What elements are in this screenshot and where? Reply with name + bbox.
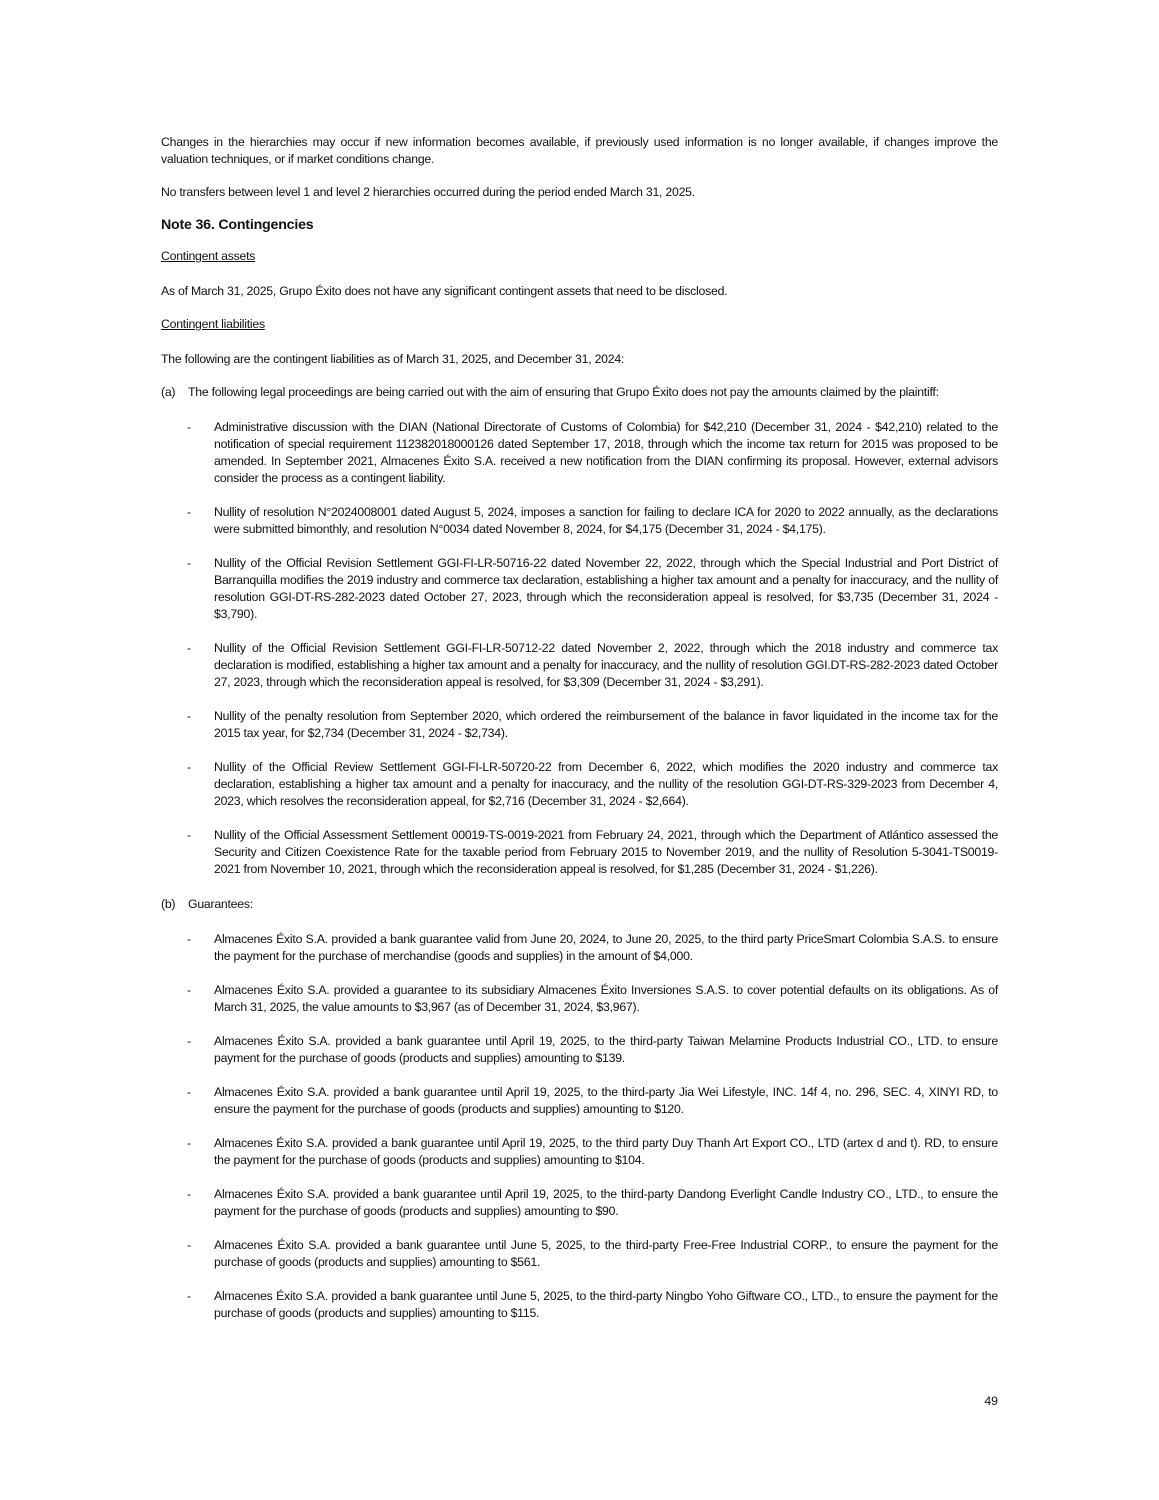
list-item-text: Almacenes Éxito S.A. provided a bank guarantee valid from June 20, 2024, to June 20, 2025, to the third party PriceSmart Colombia S.A.S. to ensure the payment for the purchase of merchandise (goods and supplies) in the amount of $4,000.: [214, 932, 998, 963]
bullet-dash: -: [187, 709, 192, 723]
bullet-dash: -: [187, 1136, 192, 1150]
list-item-text: Nullity of resolution N°2024008001 dated August 5, 2024, imposes a sanction for failing to declare ICA for 2020 to 2022 annually, as the declarations were submitted bimonthly, and resolution N°0034 dated November 8, 2024, for $4,175 (December 31, 2024 - $4,175).: [214, 505, 998, 536]
list-item-text: Almacenes Éxito S.A. provided a guarantee to its subsidiary Almacenes Éxito Inversiones S.A.S. to cover potential defaults on its obligations. As of March 31, 2025, the value amounts to $3,967 (as of December 31, 2024, $3,967).: [214, 983, 998, 1014]
list-item-text: Administrative discussion with the DIAN (National Directorate of Customs of Colombia) for $42,210 (December 31, 2024 - $42,210) related to the notification of special requirement 112382018000126 dated September 17, 2018, through which the income tax return for 2015 was proposed to be amended. In September 2021, Almacenes Éxito S.A. received a new notification from the DIAN confirming its proposal. However, external advisors consider the process as a contingent liability.: [214, 420, 998, 485]
bullet-dash: -: [187, 1187, 192, 1201]
list-item-text: Almacenes Éxito S.A. provided a bank guarantee until April 19, 2025, to the third party Duy Thanh Art Export CO., LTD (artex d and t). RD, to ensure the payment for the purchase of goods (products and supplies) amounting to $104.: [214, 1136, 998, 1167]
contingent-assets-heading: Contingent assets: [161, 249, 256, 263]
section-a-label: (a): [161, 385, 176, 399]
list-item-text: Almacenes Éxito S.A. provided a bank guarantee until June 5, 2025, to the third-party Ningbo Yoho Giftware CO., LTD., to ensure the payment for the purchase of goods (products and supplies) amounting to $115.: [214, 1289, 998, 1320]
section-b-text: Guarantees:: [188, 897, 253, 911]
list-item-text: Nullity of the Official Review Settlement GGI-FI-LR-50720-22 from December 6, 2022, which modifies the 2020 industry and commerce tax declaration, establishing a higher tax amount and a penalty for inaccuracy, and the nullity of the resolution GGI-DT-RS-329-2023 from December 4, 2023, which resolves the reconsideration appeal, for $2,716 (December 31, 2024 - $2,664).: [214, 760, 998, 808]
list-item: [161, 419, 998, 487]
intro-paragraph-2: No transfers between level 1 and level 2 hierarchies occurred during the period ended March 31, 2025.: [161, 185, 695, 199]
bullet-dash: -: [187, 641, 192, 655]
section-b-header: [161, 896, 998, 913]
page-number: 49: [984, 1394, 998, 1408]
list-item-text: Nullity of the penalty resolution from September 2020, which ordered the reimbursement of the balance in favor liquidated in the income tax for the 2015 tax year, for $2,734 (December 31, 2024 - $2,734).: [214, 709, 998, 740]
bullet-dash: -: [187, 1238, 192, 1252]
list-item: [161, 759, 998, 810]
note-title: Note 36. Contingencies: [161, 217, 314, 233]
list-item-text: Nullity of the Official Revision Settlement GGI-FI-LR-50712-22 dated November 2, 2022, through which the 2018 industry and commerce tax declaration is modified, establishing a higher tax amount and a penalty for inaccuracy, and the nullity of resolution GGI.DT-RS-282-2023 dated October 27, 2023, through which the reconsideration appeal is resolved, for $3,309 (December 31, 2024 - $3,291).: [214, 641, 998, 689]
list-item: [161, 708, 998, 742]
list-item: [161, 1186, 998, 1220]
list-item: [161, 555, 998, 623]
list-item-text: Nullity of the Official Assessment Settlement 00019-TS-0019-2021 from February 24, 2021, through which the Department of Atlántico assessed the Security and Citizen Coexistence Rate for the taxable period from February 2015 to November 2019, and the nullity of Resolution 5-3041-TS0019-2021 from November 10, 2021, through which the reconsideration appeal is resolved, for $1,285 (December 31, 2024 - $1,226).: [214, 828, 998, 876]
section-b-label: (b): [161, 897, 176, 911]
bullet-dash: -: [187, 1289, 192, 1303]
list-item: [161, 827, 998, 878]
contingent-liabilities-heading: Contingent liabilities: [161, 317, 265, 331]
list-item-text: Almacenes Éxito S.A. provided a bank guarantee until April 19, 2025, to the third-party Taiwan Melamine Products Industrial CO., LTD. to ensure payment for the purchase of goods (products and supplies) amounting to $139.: [214, 1034, 998, 1065]
list-item: [161, 640, 998, 691]
list-item: [161, 504, 998, 538]
list-item-text: Almacenes Éxito S.A. provided a bank guarantee until April 19, 2025, to the third-party Dandong Everlight Candle Industry CO., LTD., to ensure the payment for the purchase of goods (products and supplies) amounting to $90.: [214, 1187, 998, 1218]
list-item: [161, 1288, 998, 1322]
bullet-dash: -: [187, 1085, 192, 1099]
bullet-dash: -: [187, 828, 192, 842]
bullet-dash: -: [187, 505, 192, 519]
bullet-dash: -: [187, 1034, 192, 1048]
list-item: [161, 982, 998, 1016]
bullet-dash: -: [187, 760, 192, 774]
bullet-dash: -: [187, 932, 192, 946]
list-item: [161, 1084, 998, 1118]
list-item-text: Nullity of the Official Revision Settlement GGI-FI-LR-50716-22 dated November 22, 2022, through which the Special Industrial and Port District of Barranquilla modifies the 2019 industry and commerce tax declaration, establishing a higher tax amount and a penalty for inaccuracy, and the nullity of resolution GGI-DT-RS-282-2023 dated October 27, 2023, through which the reconsideration appeal is resolved, for $3,735 (December 31, 2024 - $3,790).: [214, 556, 998, 621]
section-a-header: [161, 384, 998, 401]
bullet-dash: -: [187, 420, 192, 434]
list-item: [161, 931, 998, 965]
bullet-dash: -: [187, 983, 192, 997]
list-item-text: Almacenes Éxito S.A. provided a bank guarantee until April 19, 2025, to the third-party Jia Wei Lifestyle, INC. 14f 4, no. 296, SEC. 4, XINYI RD, to ensure the payment for the purchase of goods (products and supplies) amounting to $120.: [214, 1085, 998, 1116]
list-item: [161, 1033, 998, 1067]
contingent-assets-text: As of March 31, 2025, Grupo Éxito does not have any significant contingent assets that need to be disclosed.: [161, 284, 728, 298]
legal-proceedings-list: [161, 419, 998, 878]
list-item: [161, 1135, 998, 1169]
list-item-text: Almacenes Éxito S.A. provided a bank guarantee until June 5, 2025, to the third-party Free-Free Industrial CORP., to ensure the payment for the purchase of goods (products and supplies) amounting to $561.: [214, 1238, 998, 1269]
section-a-text: The following legal proceedings are being carried out with the aim of ensuring that Grupo Éxito does not pay the amounts claimed by the plaintiff:: [188, 385, 939, 399]
contingent-liabilities-intro: The following are the contingent liabilities as of March 31, 2025, and December 31, 2024:: [161, 352, 625, 366]
guarantees-list: [161, 931, 998, 1322]
intro-paragraph-1: Changes in the hierarchies may occur if new information becomes available, if previously used information is no longer available, if changes improve the valuation techniques, or if market conditions change.: [161, 135, 998, 166]
document-page: [161, 134, 998, 1340]
list-item: [161, 1237, 998, 1271]
bullet-dash: -: [187, 556, 192, 570]
